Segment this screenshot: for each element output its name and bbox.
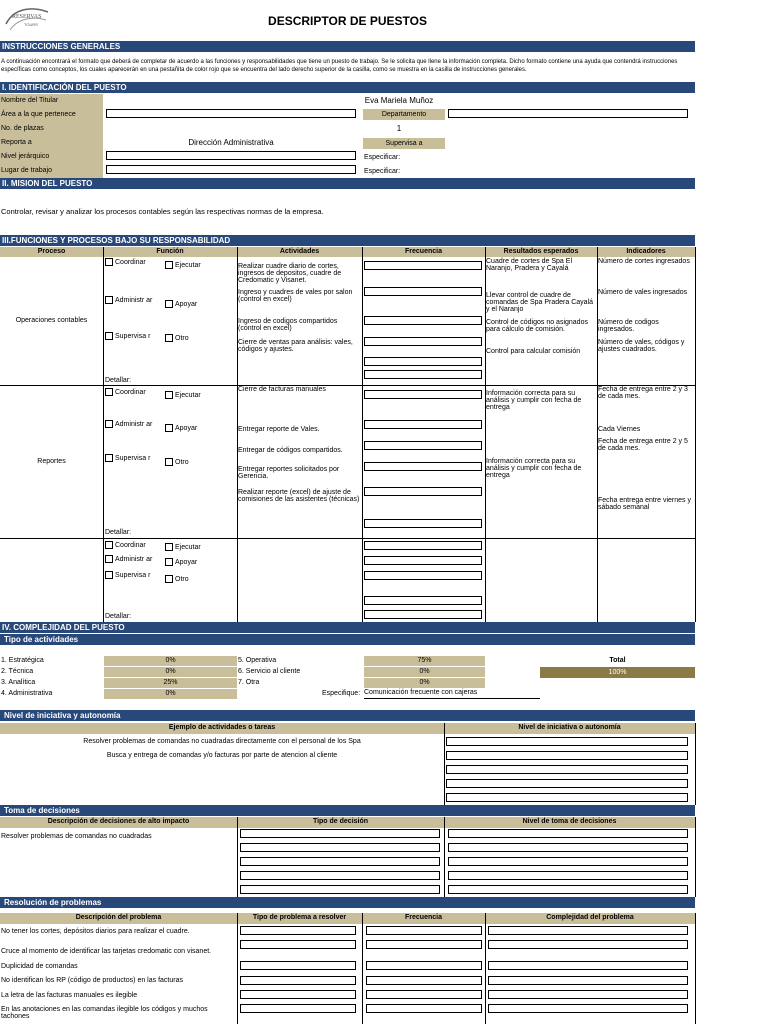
tipo-operativa-label: 5. Operativa [238,657,277,664]
administrar-checkbox[interactable] [105,555,113,563]
proceso-operaciones-contables: Operaciones contables [15,317,88,324]
apoyar-label: Apoyar [175,424,198,432]
frecuencia-input[interactable] [364,390,482,399]
ejecutar-label: Ejecutar [175,391,201,399]
reporta-label: Reporta a [1,139,32,146]
resultado-p1-2: Llevar control de cuadre de comandas de Spa Pradera Cayalá y el Naranjo [486,292,594,313]
especifique-label: Especifique: [322,690,361,697]
frecuencia-input[interactable] [364,556,482,565]
section-header-instrucciones: INSTRUCCIONES GENERALES [0,41,695,52]
col-actividades: Actividades [279,248,320,255]
resolucion-header: Resolución de problemas [0,897,695,908]
coordinar-checkbox[interactable] [105,541,113,549]
nivel-decision-input[interactable] [448,871,688,880]
supervisar-checkbox[interactable] [105,454,113,462]
supervisar-label: Supervisa r [115,571,151,579]
iniciativa-row-1: Resolver problemas de comandas no cuadradas directamente con el personal de los Spa [83,738,361,745]
section-header-mision: II. MISION DEL PUESTO [0,178,695,189]
nivel-label: Nivel jerárquico [1,153,50,160]
frecuencia-input[interactable] [364,316,482,325]
iniciativa-nivel-input[interactable] [446,751,688,760]
supervisa-label: Supervisa a [363,138,445,149]
tipo-tecnica-value: 0% [104,667,237,677]
frecuencia-input[interactable] [364,596,482,605]
problema-row-5: La letra de las facturas manuales es ilegible [1,992,138,999]
tipo-estrategica-value: 0% [104,656,237,666]
col-funcion: Función [156,248,184,255]
resultado-p2-4: Información correcta para su análisis y cumplir con fecha de entrega [486,458,582,479]
frecuencia-input[interactable] [364,287,482,296]
decisiones-col3: Nivel de toma de decisiones [522,818,617,825]
supervisar-label: Supervisa r [115,454,151,462]
frecuencia-input[interactable] [364,487,482,496]
tipo-decision-input[interactable] [240,857,440,866]
supervisar-checkbox[interactable] [105,332,113,340]
complejidad-problema-input[interactable] [488,940,688,949]
indicador-p1-1: Número de cortes ingresados [598,258,690,265]
actividad-p1-4: Cierre de ventas para análisis: vales, códigos y ajustes. [238,339,353,353]
resolucion-col4: Complejidad del problema [546,914,634,921]
frecuencia-problema-input[interactable] [366,940,482,949]
apoyar-label: Apoyar [175,300,198,308]
iniciativa-nivel-input[interactable] [446,765,688,774]
tipo-otra-value: 0% [364,678,485,688]
coordinar-label: Coordinar [115,541,146,549]
administrar-label: Administr ar [115,296,153,304]
tipo-otra-label: 7. Otra [238,679,260,686]
apoyar-label: Apoyar [175,558,198,566]
problema-row-2: Cruce al momento de identificar las tarjetas credomatic con visanet. [1,948,212,955]
otro-checkbox[interactable] [165,458,173,466]
resultado-p2-1: Información correcta para su análisis y cumplir con fecha de entrega [486,390,582,411]
tipo-problema-input[interactable] [240,976,356,985]
decisiones-col2: Tipo de decisión [312,818,369,825]
mision-text: Controlar, revisar y analizar los procesos contables según las respectivas normas de la empresa. [1,207,324,216]
supervisar-label: Supervisa r [115,332,151,340]
especificar2-label: Especificar: [364,168,401,175]
complejidad-problema-input[interactable] [488,926,688,935]
resultado-p1-4: Control para calcular comisión [486,348,581,355]
instrucciones-text: A continuación encontrará el formato que deberá de completar de acuerdo a las funciones y responsabilidades que tiene un puesto de trabajo. Se le solicita que llene la información completa. Dicho formato contiene una ayuda que contendrá instrucciones específicas como conceptos, los cuales aparecerán en una pestañita de color rojo que se encuentra del lado derecho superior de la casilla, como se muestra en la casilla de instrucciones generales. [1,59,678,73]
indicador-p2-3: Fecha de entrega entre 2 y 5 de cada mes. [598,438,688,452]
section-header-complejidad: IV. COMPLEJIDAD DEL PUESTO [0,622,695,633]
iniciativa-col1: Ejemplo de actividades o tareas [168,724,276,731]
coordinar-label: Coordinar [115,258,146,266]
frecuencia-input[interactable] [364,462,482,471]
nombre-label: Nombre del Titular [1,97,59,104]
iniciativa-nivel-input[interactable] [446,779,688,788]
frecuencia-problema-input[interactable] [366,961,482,970]
section-header-identificacion: I. IDENTIFICACIÓN DEL PUESTO [0,82,695,93]
decision-row-1: Resolver problemas de comandas no cuadradas [1,833,152,840]
iniciativa-nivel-input[interactable] [446,793,688,802]
lugar-label: Lugar de trabajo [1,167,52,174]
indicador-p2-5: Fecha entrega entre viernes y sábado semanal [598,497,691,511]
ejecutar-label: Ejecutar [175,261,201,269]
tipo-problema-input[interactable] [240,1004,356,1013]
frecuencia-problema-input[interactable] [366,990,482,999]
nivel-decision-input[interactable] [448,829,688,838]
actividad-p2-2: Entregar reporte de Vales. [238,426,320,433]
frecuencia-input[interactable] [364,261,482,270]
indicador-p2-1: Fecha de entrega entre 2 y 3 de cada mes. [598,386,688,400]
problema-row-4: No identifican los RP (código de productos) en las facturas [1,977,183,984]
problema-row-1: No tener los cortes, depósitos diarios para realizar el cuadre. [1,928,190,935]
tipo-decision-input[interactable] [240,871,440,880]
col-indicadores: Indicadores [626,248,666,255]
administrar-label: Administr ar [115,420,153,428]
tipo-analitica-label: 3. Analítica [1,679,36,686]
tipo-analitica-value: 25% [104,678,237,688]
departamento-label: Departamento [363,109,445,120]
plazas-label: No. de plazas [1,125,44,132]
col-resultados: Resultados esperados [503,248,579,255]
nivel-input[interactable] [106,151,356,160]
resolucion-col3: Frecuencia [405,914,442,921]
tipo-problema-input[interactable] [240,940,356,949]
ejecutar-checkbox[interactable] [165,543,173,551]
identificacion-labels-bg [0,94,103,178]
frecuencia-input[interactable] [364,357,482,366]
actividad-p2-1: Cierre de facturas manuales [238,386,326,393]
otro-label: Otro [175,334,189,342]
ejecutar-checkbox[interactable] [165,261,173,269]
area-label: Área a la que pertenece [1,111,76,118]
area-input[interactable] [106,109,356,118]
frecuencia-input[interactable] [364,441,482,450]
iniciativa-header: Nivel de iniciativa y autonomía [0,710,695,721]
lugar-input[interactable] [106,165,356,174]
frecuencia-problema-input[interactable] [366,926,482,935]
frecuencia-input[interactable] [364,610,482,619]
apoyar-checkbox[interactable] [165,558,173,566]
detallar-label: Detallar: [105,529,132,536]
actividad-p2-5: Realizar reporte (excel) de ajuste de comisiones de las asistentes (técnicas) [238,489,360,503]
otro-label: Otro [175,458,189,466]
tipo-decision-input[interactable] [240,829,440,838]
supervisar-checkbox[interactable] [105,571,113,579]
total-label: Total [609,657,626,664]
logo-subtext: TOURS [24,22,38,27]
ejecutar-label: Ejecutar [175,543,201,551]
administrar-checkbox[interactable] [105,420,113,428]
indicador-p2-2: Cada Viernes [598,426,641,433]
resolucion-col1: Descripción del problema [75,914,162,921]
actividad-p1-2: Ingreso y cuadres de vales por salon (control en excel) [238,289,353,303]
page-title: DESCRIPTOR DE PUESTOS [268,14,427,28]
iniciativa-col2: Nivel de iniciativa o autonomía [518,724,621,731]
frecuencia-input[interactable] [364,541,482,550]
otro-label: Otro [175,575,189,583]
tipo-administrativa-label: 4. Administrativa [1,690,53,697]
col-frecuencia: Frecuencia [405,248,442,255]
indicador-p1-4: Número de vales, códigos y ajustes cuadrados. [598,339,685,353]
nivel-decision-input[interactable] [448,843,688,852]
especificar-label: Especificar: [364,154,401,161]
complejidad-problema-input[interactable] [488,1004,688,1013]
frecuencia-problema-input[interactable] [366,1004,482,1013]
nombre-value: Eva Mariela Muñoz [364,96,434,105]
tipo-administrativa-value: 0% [104,689,237,699]
resolucion-col2: Tipo de problema a resolver [252,914,347,921]
total-value: 100% [540,667,695,678]
section-header-funciones: III.FUNCIONES Y PROCESOS BAJO SU RESPONSABILIDAD [0,235,695,246]
actividad-p1-3: Ingreso de codigos compartidos (control en excel) [238,318,338,332]
nivel-decision-input[interactable] [448,885,688,894]
actividad-p1-1: Realizar cuadre diario de cortes, ingresos de depositos, cuadre de Credomatic y Visanet. [238,263,342,284]
proceso-reportes: Reportes [37,458,66,465]
coordinar-checkbox[interactable] [105,388,113,396]
actividad-p2-4: Entregar reportes solicitados por Gerencia. [238,466,340,480]
decisiones-col1: Descripción de decisiones de alto impacto [47,818,190,825]
tipo-tecnica-label: 2. Técnica [1,668,34,675]
frecuencia-input[interactable] [364,519,482,528]
complejidad-problema-input[interactable] [488,961,688,970]
otro-checkbox[interactable] [165,575,173,583]
otro-checkbox[interactable] [165,334,173,342]
ejecutar-checkbox[interactable] [165,391,173,399]
tipo-estrategica-label: 1. Estratégica [1,657,44,664]
tipo-servicio-label: 6. Servicio al cliente [238,668,301,675]
indicador-p1-3: Número de codigos ingresados. [598,319,659,333]
departamento-input[interactable] [448,109,688,118]
detallar-label: Detallar: [105,377,132,384]
resultado-p1-3: Control de códigos no asignados para cálculo de comisión. [486,319,588,333]
tipo-problema-input[interactable] [240,961,356,970]
coordinar-label: Coordinar [115,388,146,396]
problema-row-3: Duplicidad de comandas [1,963,78,970]
frecuencia-input[interactable] [364,337,482,346]
actividad-p2-3: Entregar de códigos compartidos. [238,447,343,454]
problema-row-6: En las anotaciones en las comandas ilegible los códigos y muchos tachones [1,1006,208,1020]
tipo-actividades-header: Tipo de actividades [0,634,695,645]
iniciativa-row-2: Busca y entrega de comandas y/o facturas por parte de atencion al cliente [106,752,338,759]
administrar-label: Administr ar [115,555,153,563]
tipo-problema-input[interactable] [240,926,356,935]
complejidad-problema-input[interactable] [488,990,688,999]
iniciativa-nivel-input[interactable] [446,737,688,746]
administrar-checkbox[interactable] [105,296,113,304]
frecuencia-input[interactable] [364,370,482,379]
col-proceso: Proceso [37,248,66,255]
tipo-servicio-value: 0% [364,667,485,677]
frecuencia-input[interactable] [364,420,482,429]
apoyar-checkbox[interactable] [165,300,173,308]
indicador-p1-2: Número de vales ingresados [598,289,688,296]
frecuencia-problema-input[interactable] [366,976,482,985]
tipo-decision-input[interactable] [240,843,440,852]
tipo-problema-input[interactable] [240,990,356,999]
resultado-p1-1: Cuadre de cortes de Spa El Naranjo, Pradera y Cayalá [486,258,572,272]
apoyar-checkbox[interactable] [165,424,173,432]
tipo-decision-input[interactable] [240,885,440,894]
decisiones-header: Toma de decisiones [0,805,695,816]
plazas-value: 1 [396,124,402,133]
reporta-value: Dirección Administrativa [188,138,274,147]
frecuencia-input[interactable] [364,571,482,580]
coordinar-checkbox[interactable] [105,258,113,266]
detallar-label: Detallar: [105,613,132,620]
tipo-operativa-value: 75% [364,656,485,666]
nivel-decision-input[interactable] [448,857,688,866]
logo-text: RESERVAS [12,14,42,20]
complejidad-problema-input[interactable] [488,976,688,985]
especifique-value: Comunicación frecuente con cajeras [364,689,540,699]
